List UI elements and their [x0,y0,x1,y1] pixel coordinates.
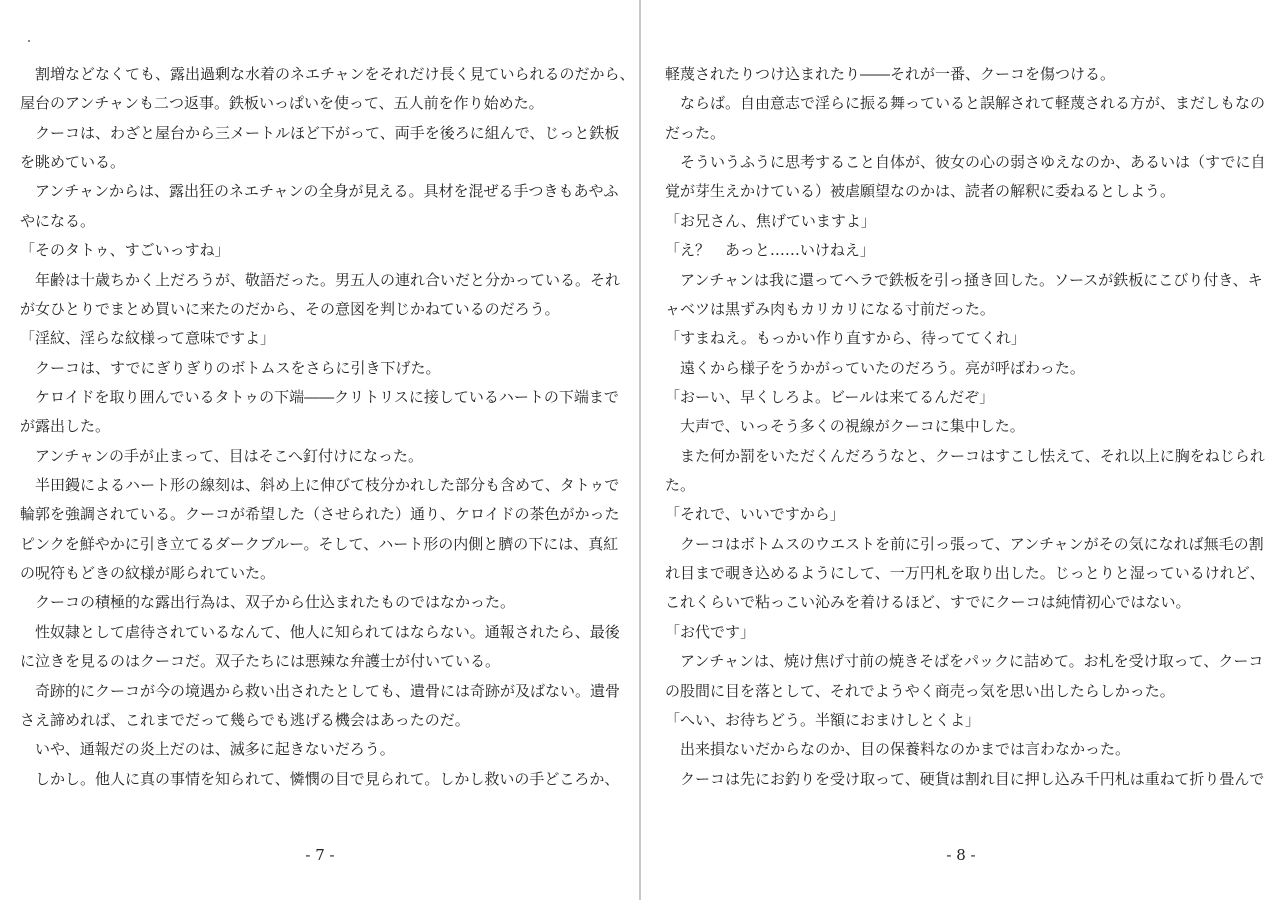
text-line: れ目まで覗き込めるようにして、一万円札を取り出した。じっとりと湿っているけれど、 [665,564,1265,583]
text-line: これくらいで粘っこい沁みを着けるほど、すでにクーコは純情初心ではない。 [665,593,1191,612]
text-line: 輪郭を強調されている。クーコが希望した（させられた）通り、ケロイドの茶色がかった [20,505,620,524]
text-line: さえ諦めれば、これまでだって幾らでも逃げる機会はあったのだ。 [20,710,470,729]
text-line: いや、通報だの炎上だのは、滅多に起きないだろう。 [20,740,395,759]
text-line: た。 [665,476,696,495]
text-line: 割増などなくても、露出過剰な水着のネエチャンをそれだけ長く見ていられるのだから、 [20,65,635,83]
text-line: の股間に目を落として、それでようやく商売っ気を思い出したらしかった。 [665,681,1175,700]
text-line: ケロイドを取り囲んでいるタトゥの下端――クリトリスに接しているハートの下端まで [20,387,619,406]
text-line: ャベツは黒ずみ肉もカリカリになる寸前だった。 [665,299,995,318]
text-line: が女ひとりでまとめ買いに来たのだから、その意図を判じかねているのだろう。 [20,299,560,318]
text-line: 覚が芽生えかけている）被虐願望なのかは、読者の解釈に委ねるとしよう。 [665,182,1176,201]
page-number: - 7 - [305,846,335,864]
text-line: 「お兄さん、焦げていますよ」 [665,211,876,230]
text-line: 出来損ないだからなのか、目の保養料なのかまでは言わなかった。 [665,740,1131,759]
text-line: アンチャンは我に還ってヘラで鉄板を引っ掻き回した。ソースが鉄板にこびり付き、キ [665,270,1263,289]
text-line: クーコは、すでにぎりぎりのボトムスをさらに引き下げた。 [20,358,441,377]
text-line: だった。 [665,123,726,142]
stray-mark [28,40,30,42]
text-line: が露出した。 [20,417,111,436]
text-line: 奇跡的にクーコが今の境遇から救い出されたとしても、遺骨には奇跡が及ばない。遺骨 [20,681,621,700]
text-line: 遠くから様子をうかがっていたのだろう。亮が呼ばわった。 [665,358,1085,377]
text-line: アンチャンからは、露出狂のネエチャンの全身が見える。具材を混ぜる手つきもあやふ [20,182,619,201]
text-line: 大声で、いっそう多くの視線がクーコに集中した。 [665,417,1025,436]
text-line: を眺めている。 [20,153,126,172]
text-line: 半田鏝によるハート形の線刻は、斜め上に伸びて枝分かれした部分も含めて、タトゥで [20,476,620,495]
text-line: クーコは、わざと屋台から三メートルほど下がって、両手を後ろに組んで、じっと鉄板 [20,123,620,142]
text-line: 屋台のアンチャンも二つ返事。鉄板いっぱいを使って、五人前を作り始めた。 [20,94,544,113]
text-line: 「それで、いいですから」 [665,505,845,524]
text-line: ピンクを鮮やかに引き立てるダークブルー。そして、ハート形の内側と臍の下には、真紅 [20,534,619,553]
text-line: 「淫紋、淫らな紋様って意味ですよ」 [20,329,276,348]
text-line: やになる。 [20,211,96,230]
text-line: クーコはボトムスのウエストを前に引っ張って、アンチャンがその気になれば無毛の割 [665,534,1264,553]
text-line: 「え？ あっと……いけねえ」 [665,241,875,260]
text-line: しかし。他人に真の事情を知られて、憐憫の目で見られて。しかし救いの手どころか、 [20,769,620,788]
text-line: ならば。自由意志で淫らに振る舞っていると誤解されて軽蔑される方が、まだしもなの [665,94,1266,113]
text-line: に泣きを見るのはクーコだ。双子たちには悪辣な弁護士が付いている。 [20,652,501,671]
page-number: - 8 - [946,846,976,864]
text-line: 性奴隷として虐待されているなんて、他人に知られてはならない。通報されたら、最後 [20,622,620,641]
text-line: 「おーい、早くしろよ。ビールは来てるんだぞ」 [665,387,995,406]
text-line: 「へい、お待ちどう。半額におまけしとくよ」 [665,710,981,729]
text-line: 「お代です」 [665,622,756,641]
page-7-body [20,60,635,794]
text-line: 年齢は十歳ちかく上だろうが、敬語だった。男五人の連れ合いだと分かっている。それ [20,270,621,289]
text-line: また何か罰をいただくんだろうなと、クーコはすこし怯えて、それ以上に胸をねじられ [665,446,1265,465]
text-line: 「すまねえ。もっかい作り直すから、待っててくれ」 [665,329,1026,348]
page-8-body [665,60,1265,794]
text-line: そういうふうに思考すること自体が、彼女の心の弱さゆえなのか、あるいは（すでに自 [665,153,1266,172]
page-8 [641,0,1280,900]
text-line: アンチャンの手が止まって、目はそこへ釘付けになった。 [20,446,424,465]
text-line: 「そのタトゥ、すごいっすね」 [20,241,230,260]
text-line: 軽蔑されたりつけ込まれたり――それが一番、クーコを傷つける。 [665,65,1116,83]
text-line: クーコは先にお釣りを受け取って、硬貨は割れ目に押し込み千円札は重ねて折り畳んで [665,769,1265,788]
text-line: クーコの積極的な露出行為は、双子から仕込まれたものではなかった。 [20,593,516,612]
text-line: アンチャンは、焼け焦げ寸前の焼きそばをパックに詰めて。お札を受け取って、クーコ [665,652,1264,671]
text-line: の呪符もどきの紋様が彫られていた。 [20,564,276,583]
